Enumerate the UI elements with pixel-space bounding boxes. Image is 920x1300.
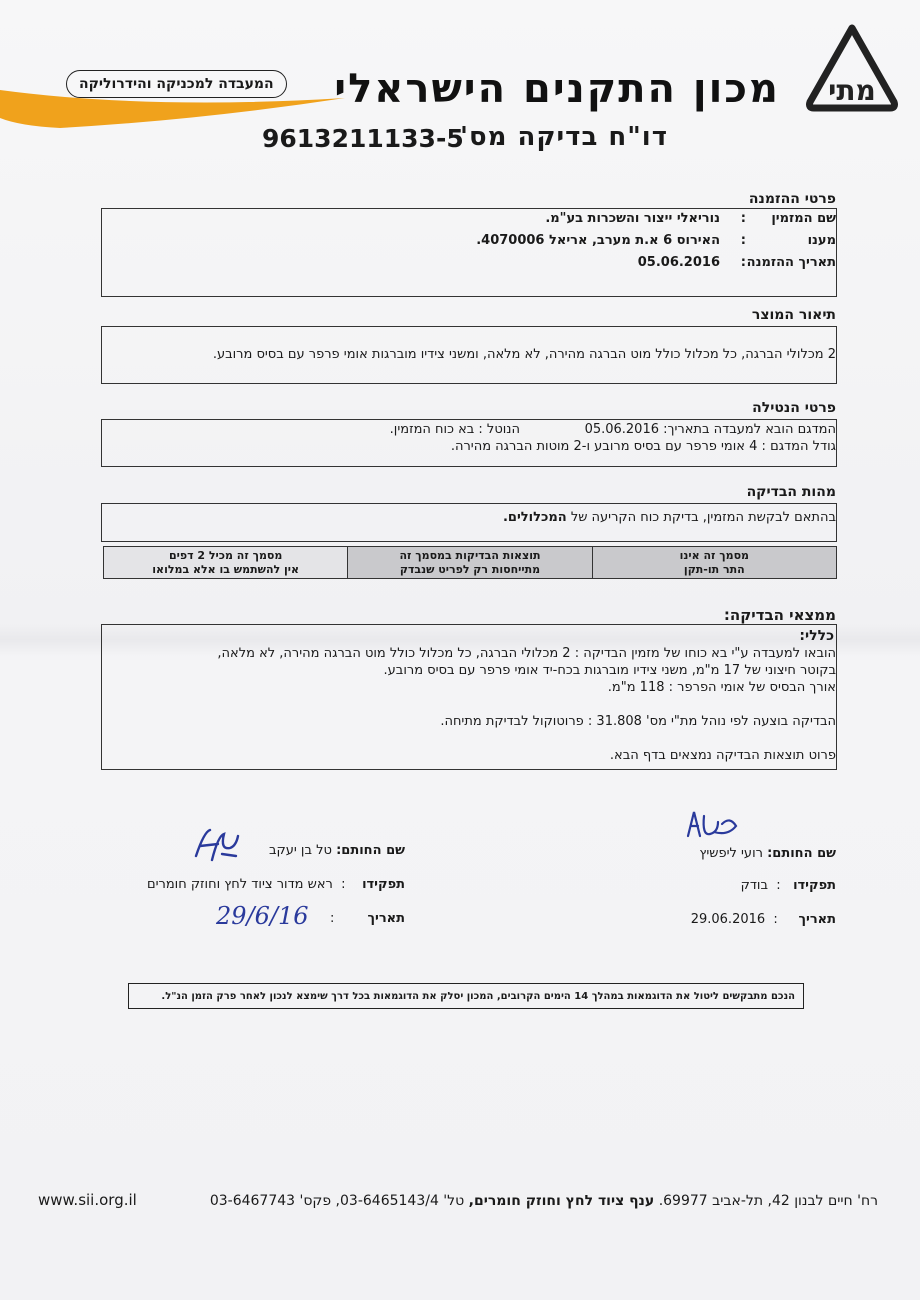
findings-section-title: ממצאי הבדיקה: <box>723 606 836 624</box>
right-role: בודק <box>740 878 768 893</box>
order-section-title: פרטי ההזמנה <box>748 191 836 207</box>
signature-roi-icon <box>684 806 740 842</box>
band-cell-text: התר תו-תקן <box>683 563 745 576</box>
sep: : <box>341 877 346 892</box>
sep: : <box>330 911 335 926</box>
right-signer-name: רועי ליפשיץ <box>699 846 763 861</box>
order-date-label: תאריך ההזמנה <box>746 255 836 270</box>
logo-text: מתי <box>828 74 876 107</box>
product-section-title: תיאור המוצר <box>751 307 836 323</box>
footer-phones: טל' 03-6465143/4, פקס' 03-6467743 <box>209 1193 465 1209</box>
band-cell-results <box>347 547 591 578</box>
sii-logo-icon <box>806 24 898 114</box>
footer-branch: ענף ציוד לחץ וחוזק חומרים, <box>468 1193 655 1209</box>
role-label: תפקידו <box>362 877 405 892</box>
date-label: תאריך <box>798 912 836 927</box>
right-signer-row <box>699 846 836 861</box>
right-date: 29.06.2016 <box>690 912 766 927</box>
handwritten-date: 29/6/16 <box>216 902 309 930</box>
test-nature-bold: המכלולים. <box>502 510 567 525</box>
sep: : <box>773 912 778 927</box>
customer-value: נוריאלי ייצור והשכרות בע"מ. <box>545 211 720 226</box>
left-date-row <box>330 911 405 926</box>
footer-address: רח' חיים לבנון 42, תל-אביב 69977. <box>658 1193 878 1209</box>
footer <box>38 1193 878 1209</box>
band-cell-standard <box>592 547 836 578</box>
sample-size: גודל המדגם : 4 אומי פרפר עם בסיס מרובע ו-2 מוטות הברגה מהירה. <box>450 439 836 454</box>
test-nature-text <box>503 510 836 525</box>
test-nature-prefix: בהתאם לבקשת המזמין, בדיקת כוח הקריעה של <box>566 510 836 525</box>
report-title: דו"ח בדיקה מס' <box>460 122 668 152</box>
sampler: הנוטל : בא כוח המזמין. <box>389 422 520 437</box>
institute-name: מכון התקנים הישראלי <box>334 66 780 112</box>
left-role-row <box>147 877 405 892</box>
band-cell-text: אין להשתמש בו אלא במלואו <box>152 563 300 576</box>
left-role: ראש מדור ציוד לחץ וחוזק חומרים <box>146 877 333 892</box>
general-label: כללי: <box>799 628 834 644</box>
band-cell-text: תוצאות הבדיקות במסמך זה <box>399 549 541 562</box>
sep: : <box>740 211 746 226</box>
band-cell-pages <box>104 547 347 578</box>
band-cell-text: מתייחסות רק לפריט שנבדק <box>399 563 541 576</box>
lab-name-badge: המעבדה למכניקה והידרוליקה <box>66 70 287 98</box>
findings-line: אורך הבסיס של אומי הפרפר : 118 מ"מ. <box>607 680 836 695</box>
product-description: 2 מכלולי הברגה, כל מכלול כולל מוט הברגה מהירה, לא מלאה, ומשני צידיו מוברגות אומי פרפר עם בסיס מרובע. <box>212 347 836 362</box>
findings-line: בקוטר חיצוני של 17 מ"מ, משני צידיו מוברגות בכח-יד אומי פרפר עם בסיס מרובע. <box>383 663 836 678</box>
customer-label: שם המזמין <box>771 211 836 226</box>
sampling-date: המדגם הובא למעבדה בתאריך: 05.06.2016 <box>584 422 836 437</box>
test-nature-section-title: מהות הבדיקה <box>746 484 836 500</box>
findings-line: הבדיקה בוצעה לפי נוהל מת"י מס' 31.808 : פרוטוקול לבדיקת מתיחה. <box>440 714 836 729</box>
sep: : <box>740 255 746 270</box>
right-date-row <box>691 912 836 927</box>
sample-collection-notice: הנכם מתבקשים ליטול את הדוגמאות במהלך 14 הימים הקרובים, המכון יסלק את הדוגמאות בכל דרך שימצא לנכון לאחר פרק הזמן הנ"ל. <box>128 983 804 1009</box>
footer-website-link[interactable]: www.sii.org.il <box>38 1191 137 1209</box>
signature-tal-icon <box>190 826 242 866</box>
signer-label: שם החותם: <box>767 846 836 861</box>
address-value: האירוס 6 א.ת מערב, אריאל 4070006. <box>476 233 720 248</box>
sampling-section-title: פרטי הנטילה <box>752 400 836 416</box>
band-cell-text: מסמך זה מכיל 2 דפים <box>168 549 283 562</box>
sep: : <box>776 878 781 893</box>
left-signer-name: טל בן יעקב <box>269 843 332 858</box>
findings-line: פרוט תוצאות הבדיקה נמצאים בדף הבא. <box>609 748 836 763</box>
band-cell-text: מסמך זה אינו <box>679 549 750 562</box>
role-label: תפקידו <box>793 878 836 893</box>
findings-line: הובאו למעבדה ע"י בא כוחו של מזמין הבדיקה : 2 מכלולי הברגה, כל מכלול כולל מוט הברגה מהירה, לא מלאה, <box>217 646 836 661</box>
signer-label: שם החותם: <box>336 843 405 858</box>
report-number: 9613211133-5 <box>262 124 464 153</box>
left-signer-row <box>269 843 405 858</box>
sep: : <box>740 233 746 248</box>
date-label: תאריך <box>367 911 405 926</box>
order-box <box>101 208 837 297</box>
right-role-row <box>741 878 836 893</box>
document-conditions-band <box>103 546 837 579</box>
address-label: מענו <box>807 233 836 248</box>
order-date-value: 05.06.2016 <box>637 255 720 270</box>
